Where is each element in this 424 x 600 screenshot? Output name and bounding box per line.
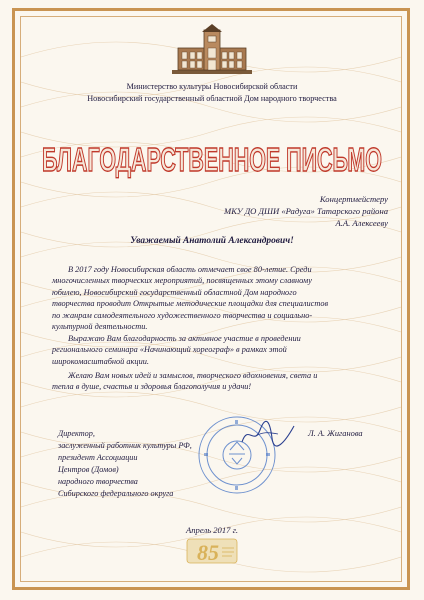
recipient-name: А.А. Алексееву <box>335 218 388 228</box>
anniversary-number: 85 <box>197 540 219 565</box>
signatory-title-line: народного творчества <box>58 477 138 486</box>
paragraph-1 <box>52 264 380 332</box>
recipient-organization: МКУ ДО ДШИ «Радуга» Татарского района <box>224 206 388 216</box>
signatory-title-line: Центров (Домов) <box>58 465 119 474</box>
document-title <box>38 139 386 183</box>
greeting: Уважаемый Анатолий Александрович! <box>130 236 294 246</box>
issue-date: Апрель 2017 г. <box>186 525 238 535</box>
paragraph-3 <box>52 370 380 393</box>
recipient-position: Концертмейстеру <box>319 194 388 204</box>
paragraph-2-line: Выражаю Вам благодарность за активное участие в проведении <box>68 334 301 343</box>
paragraph-1-line: творчества проводит Открытые методические площадки для специалистов <box>52 299 329 309</box>
paragraph-2-line: широкомасштабной акции. <box>52 356 149 366</box>
paragraph-1-line: по жанрам самодеятельного художественного творчества и социально- <box>52 310 313 320</box>
paragraph-3-line: Желаю Вам новых идей и замыслов, творческого вдохновения, света и <box>68 371 318 380</box>
paragraph-1-line: культурной деятельности. <box>52 322 148 332</box>
paragraph-2 <box>52 333 380 367</box>
signatory-title-line: заслуженный работник культуры РФ, <box>58 441 192 450</box>
document-title-text: БЛАГОДАРСТВЕННОЕ ПИСЬМО <box>42 141 382 178</box>
institution-name: Новосибирский государственный областной Дом народного творчества <box>87 94 337 103</box>
paragraph-1-line: В 2017 году Новосибирская область отмечает свое 80-летие. Среди <box>68 265 312 274</box>
paragraph-1-line: юбилею, Новосибирский государственный областной Дом народного <box>52 287 297 297</box>
anniversary-badge <box>186 536 238 566</box>
paragraph-2-line: регионального семинара «Начинающий хореограф» в рамках этой <box>52 345 287 355</box>
paragraph-3-line: тепла в душе, счастья и здоровья благополучия и удачи! <box>52 382 252 392</box>
paragraph-1-line: многочисленных творческих мероприятий, посвященных этому славному <box>52 276 312 286</box>
signatory-title-line: Сибирского федерального округа <box>58 489 174 498</box>
handwritten-signature <box>238 418 298 450</box>
house-of-folk-art-emblem <box>170 24 254 76</box>
signatory-title-line: Директор, <box>58 429 95 438</box>
signatory-name: Л. А. Жиганова <box>308 429 363 438</box>
ministry-name: Министерство культуры Новосибирской области <box>126 82 298 91</box>
signatory-title-line: президент Ассоциации <box>58 453 138 462</box>
